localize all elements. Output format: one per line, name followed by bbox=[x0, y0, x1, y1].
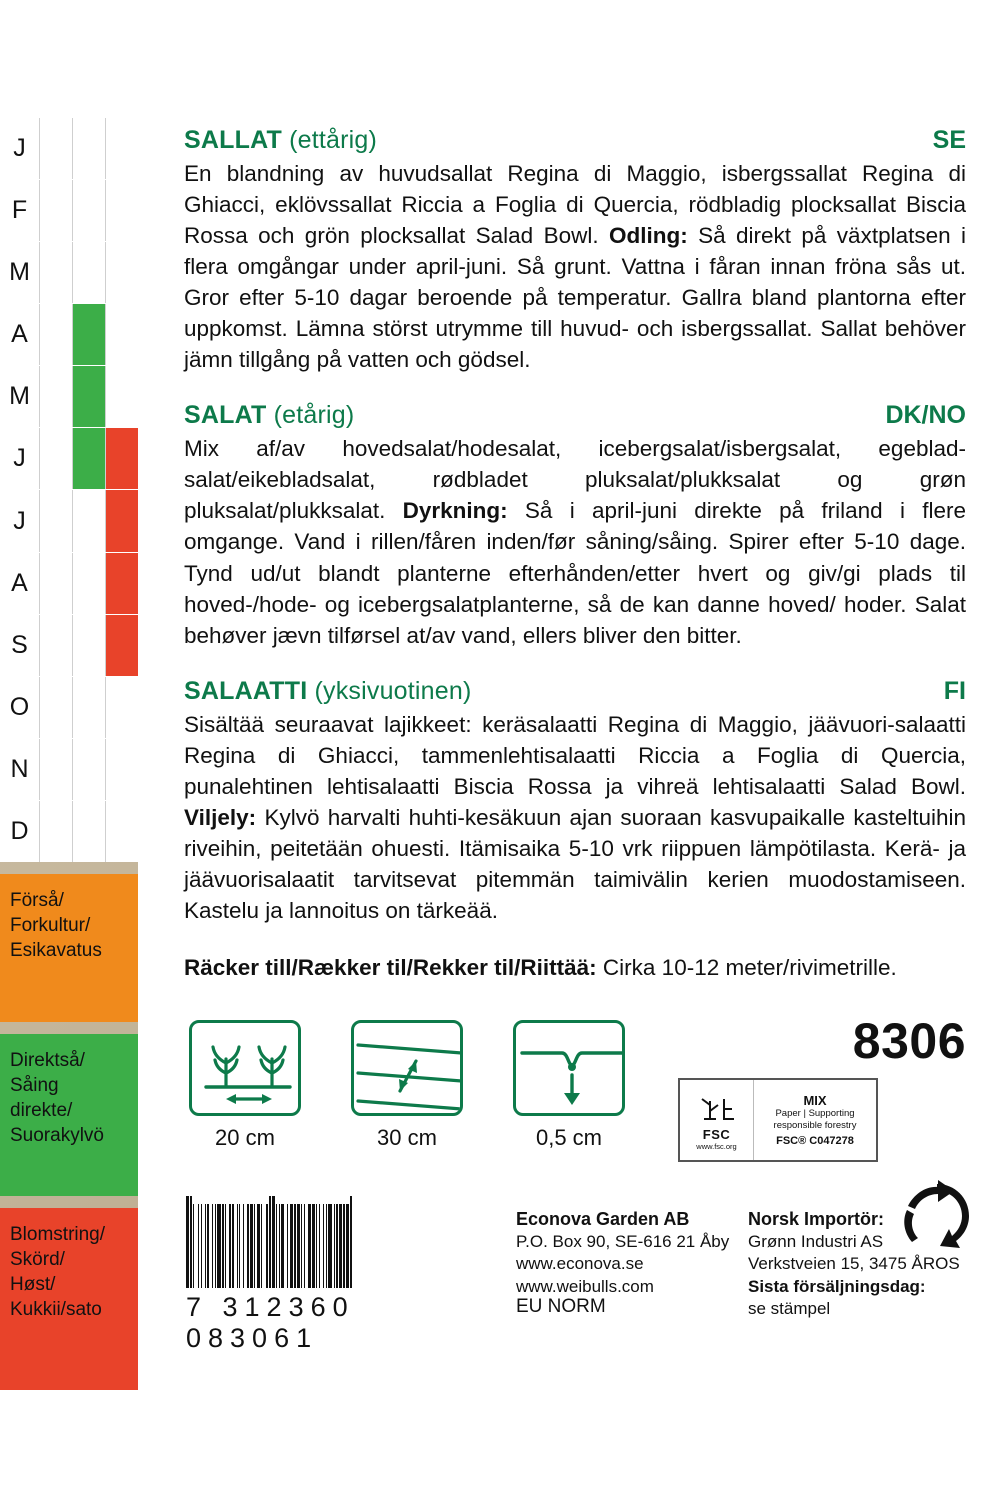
language-code: FI bbox=[943, 676, 966, 705]
calendar-cell bbox=[73, 615, 106, 676]
calendar-cell bbox=[40, 490, 73, 551]
calendar-cell bbox=[106, 242, 138, 303]
calendar-cells bbox=[40, 366, 138, 427]
fsc-code-label: FSC® C047278 bbox=[776, 1134, 854, 1147]
calendar-cells bbox=[40, 677, 138, 738]
crop-name: SALLAT bbox=[184, 126, 290, 154]
crop-name: SALAATTI bbox=[184, 676, 315, 705]
fsc-url: www.fsc.org bbox=[696, 1142, 737, 1151]
language-header bbox=[184, 126, 966, 155]
importer-title: Norsk Importör: bbox=[748, 1209, 885, 1229]
calendar-month-label: S bbox=[0, 615, 40, 676]
language-section bbox=[184, 401, 966, 650]
calendar-month-label: J bbox=[0, 118, 40, 179]
crop-lifecycle: (yksivuotinen) bbox=[314, 676, 472, 705]
calendar-month-label: D bbox=[0, 801, 40, 862]
calendar-cell bbox=[73, 118, 106, 179]
instruction-heading: Dyrkning: bbox=[402, 498, 508, 524]
crop-lifecycle: (etårig) bbox=[273, 401, 355, 430]
calendar-cell bbox=[106, 677, 138, 738]
calendar-month-label: A bbox=[0, 304, 40, 365]
instruction-text: Kylvö harvalti huhti-kesäkuun ajan suoraan kasvupaikalle kasteltuihin riveihin, peitetään ohuesti. Itämisaika 5-10 vrk riippuen lämpötilasta. Kerä- ja jäävuorisalaatit tarvitsevat pitemmän taimivälin kerien muodostamiseen. Kastelu ja lannoitus on tärkeää. bbox=[184, 804, 966, 923]
article-number: 8306 bbox=[852, 1013, 966, 1069]
calendar-cells bbox=[40, 615, 138, 676]
barcode-bars bbox=[186, 1196, 482, 1288]
calendar-cell bbox=[106, 428, 138, 489]
calendar-row bbox=[0, 304, 138, 366]
calendar-cell bbox=[40, 366, 73, 427]
calendar-month-label: J bbox=[0, 490, 40, 551]
yield-line bbox=[184, 952, 966, 983]
calendar-cell bbox=[40, 739, 73, 800]
language-header bbox=[184, 401, 966, 430]
language-section bbox=[184, 126, 966, 375]
last-sale-date bbox=[748, 1276, 988, 1321]
calendar-row bbox=[0, 180, 138, 242]
calendar-row bbox=[0, 801, 138, 862]
calendar-cell bbox=[73, 366, 106, 427]
calendar-month-label: J bbox=[0, 428, 40, 489]
fsc-tree-icon bbox=[694, 1089, 740, 1127]
language-title bbox=[184, 126, 377, 155]
calendar-cell bbox=[40, 180, 73, 241]
calendar-cell bbox=[40, 428, 73, 489]
legend-direct-sow bbox=[0, 1034, 138, 1196]
sowing-depth-icon bbox=[513, 1020, 625, 1116]
calendar-cell bbox=[40, 615, 73, 676]
last-sale-date-value: se stämpel bbox=[748, 1299, 831, 1319]
calendar-month-label: F bbox=[0, 180, 40, 241]
calendar-cell bbox=[40, 553, 73, 614]
language-body bbox=[184, 433, 966, 650]
calendar-cell bbox=[106, 366, 138, 427]
instruction-text: En blandning av huvudsallat Regina di Maggio, isbergssallat Regina di Ghiacci, eklövssallat Riccia a Foglia di Quercia, rödbladig plocksallat Biscia Rossa och grön plocksallat Salad Bowl. bbox=[184, 161, 966, 249]
calendar-cell bbox=[106, 739, 138, 800]
instruction-text: Mix af/av hovedsalat/hodesalat, icebergsalat/isbergsalat, egeblad-salat/eikebladsalat, rødbladet pluksalat/plukksalat og grøn pluksalat/plukksalat. bbox=[184, 436, 966, 524]
calendar-cell bbox=[106, 553, 138, 614]
calendar-cells bbox=[40, 739, 138, 800]
language-body bbox=[184, 158, 966, 375]
language-header bbox=[184, 677, 966, 706]
calendar-cell bbox=[73, 490, 106, 551]
calendar-cell bbox=[106, 304, 138, 365]
fsc-sub-label: Paper | Supporting responsible forestry bbox=[773, 1108, 857, 1131]
calendar-cells bbox=[40, 304, 138, 365]
crop-lifecycle: (ettårig) bbox=[289, 126, 378, 154]
calendar-cells bbox=[40, 428, 138, 489]
spec-row-spacing-label: 30 cm bbox=[377, 1125, 437, 1150]
calendar-cell bbox=[106, 490, 138, 551]
calendar-row bbox=[0, 118, 138, 180]
calendar-cells bbox=[40, 118, 138, 179]
fsc-badge bbox=[678, 1078, 878, 1162]
language-section bbox=[184, 677, 966, 926]
instruction-heading: Viljely: bbox=[184, 804, 257, 830]
calendar-cell bbox=[106, 801, 138, 862]
language-code: DK/NO bbox=[885, 401, 966, 430]
calendar-month-label: N bbox=[0, 739, 40, 800]
calendar-cell bbox=[40, 118, 73, 179]
calendar-cell bbox=[73, 553, 106, 614]
importer-info bbox=[748, 1208, 988, 1276]
calendar-row bbox=[0, 242, 138, 304]
yield-value: Cirka 10-12 meter/rivimetrille. bbox=[596, 954, 897, 980]
calendar-cells bbox=[40, 490, 138, 551]
calendar-cell bbox=[106, 118, 138, 179]
legend-bloom-harvest bbox=[0, 1208, 138, 1390]
importer-address: Verkstveien 15, 3475 ÅROS bbox=[748, 1254, 960, 1274]
calendar-cell bbox=[73, 428, 106, 489]
calendar-cell bbox=[73, 242, 106, 303]
calendar-cell bbox=[106, 180, 138, 241]
calendar-month-label: M bbox=[0, 366, 40, 427]
language-code: SE bbox=[932, 126, 966, 154]
calendar-row bbox=[0, 490, 138, 552]
calendar-cell bbox=[40, 677, 73, 738]
yield-label: Räcker till/Rækker til/Rekker til/Riittää: bbox=[184, 954, 597, 980]
calendar-cell bbox=[73, 801, 106, 862]
fsc-mix-label: MIX bbox=[803, 1093, 827, 1109]
instructions-panel bbox=[184, 126, 966, 983]
instruction-heading: Odling: bbox=[608, 223, 688, 249]
calendar-row bbox=[0, 615, 138, 677]
last-sale-date-title: Sista försäljningsdag: bbox=[748, 1277, 926, 1296]
legend-presow-label: Förså/ Forkultur/ Esikavatus bbox=[10, 890, 102, 962]
calendar-cell bbox=[40, 242, 73, 303]
calendar-cells bbox=[40, 553, 138, 614]
legend-bloom-harvest-label: Blomstring/ Skörd/ Høst/ Kukkii/sato bbox=[10, 1224, 106, 1321]
calendar-cell bbox=[73, 304, 106, 365]
calendar-cell bbox=[73, 677, 106, 738]
calendar-cells bbox=[40, 242, 138, 303]
instruction-text: Så direkt på växtplatsen i flera omgångar under april-juni. Så grunt. Vattna i fåran innan fröna sås ut. Gror efter 5-10 dagar beroende på temperatur. Gallra bland plantorna efter uppkomst. Lämna störst utrymme till huvud- och isbergssallat. Sallat behöver jämn tillgång på vatten och gödsel. bbox=[184, 223, 966, 373]
instruction-text: Sisältää seuraavat lajikkeet: keräsalaatti Regina di Maggio, jäävuori-salaatti Regina di Ghiacci, tammenlehtisalaatti Riccia a Foglia di Quercia, punalehtinen lehtisalaatti Biscia Rossa ja vihreä lehtisalaatti Salad Bowl. bbox=[184, 711, 966, 799]
instruction-text: Så i april-juni direkte på friland i flere omgange. Vand i rillen/fåren inden/før såning/såing. Spirer efter 5-10 dage. Tynd ud/ut blandt planterne efterhånden/etter hvert og giv/gi plads til hoved-/hode- og icebergsalatplanterne, så de kan danne hoved/ hoder. Salat behøver jævn tilførsel at/av vand, ellers bliver den bitter. bbox=[184, 498, 966, 648]
calendar-cell bbox=[40, 801, 73, 862]
sowing-calendar bbox=[0, 118, 138, 1321]
barcode-digits: 7 312360 083061 bbox=[186, 1292, 355, 1353]
calendar-row bbox=[0, 366, 138, 428]
company-address: P.O. Box 90, SE-616 21 Åby bbox=[516, 1232, 730, 1252]
spec-row-spacing bbox=[348, 1020, 466, 1151]
calendar-cells bbox=[40, 180, 138, 241]
company-web2: www.weibulls.com bbox=[516, 1276, 654, 1296]
language-title bbox=[184, 401, 354, 430]
crop-name: SALAT bbox=[184, 401, 274, 430]
fsc-mark-text: FSC bbox=[702, 1127, 731, 1142]
calendar-row bbox=[0, 553, 138, 615]
spec-sowing-depth bbox=[510, 1020, 628, 1151]
language-body bbox=[184, 709, 966, 926]
eu-norm-label: EU NORM bbox=[516, 1296, 606, 1317]
calendar-cells bbox=[40, 801, 138, 862]
calendar-cell bbox=[40, 304, 73, 365]
company-name: Econova Garden AB bbox=[516, 1209, 690, 1229]
company-web1: www.econova.se bbox=[516, 1254, 644, 1274]
company-info bbox=[516, 1208, 736, 1298]
importer-name: Grønn Industri AS bbox=[748, 1232, 884, 1252]
calendar-month-label: M bbox=[0, 242, 40, 303]
legend-presow bbox=[0, 874, 138, 1022]
spec-plant-spacing-label: 20 cm bbox=[215, 1125, 275, 1150]
spec-sowing-depth-label: 0,5 cm bbox=[535, 1125, 603, 1150]
language-title bbox=[184, 677, 472, 706]
calendar-cell bbox=[73, 180, 106, 241]
calendar-row bbox=[0, 739, 138, 801]
calendar-month-label: A bbox=[0, 553, 40, 614]
spec-plant-spacing bbox=[186, 1020, 304, 1151]
barcode-bar bbox=[352, 1196, 353, 1288]
fsc-logo bbox=[680, 1080, 754, 1160]
plant-spacing-icon bbox=[189, 1020, 301, 1116]
barcode bbox=[186, 1196, 482, 1354]
fsc-details bbox=[754, 1089, 876, 1150]
calendar-cell bbox=[106, 615, 138, 676]
calendar-month-label: O bbox=[0, 677, 40, 738]
row-spacing-icon bbox=[351, 1020, 463, 1116]
legend-direct-sow-label: Direktså/ Såing direkte/ Suorakylvö bbox=[10, 1050, 104, 1147]
calendar-row bbox=[0, 677, 138, 739]
spec-icons bbox=[186, 1020, 628, 1151]
calendar-cell bbox=[73, 739, 106, 800]
calendar-row bbox=[0, 428, 138, 490]
calendar-month-grid bbox=[0, 118, 138, 862]
